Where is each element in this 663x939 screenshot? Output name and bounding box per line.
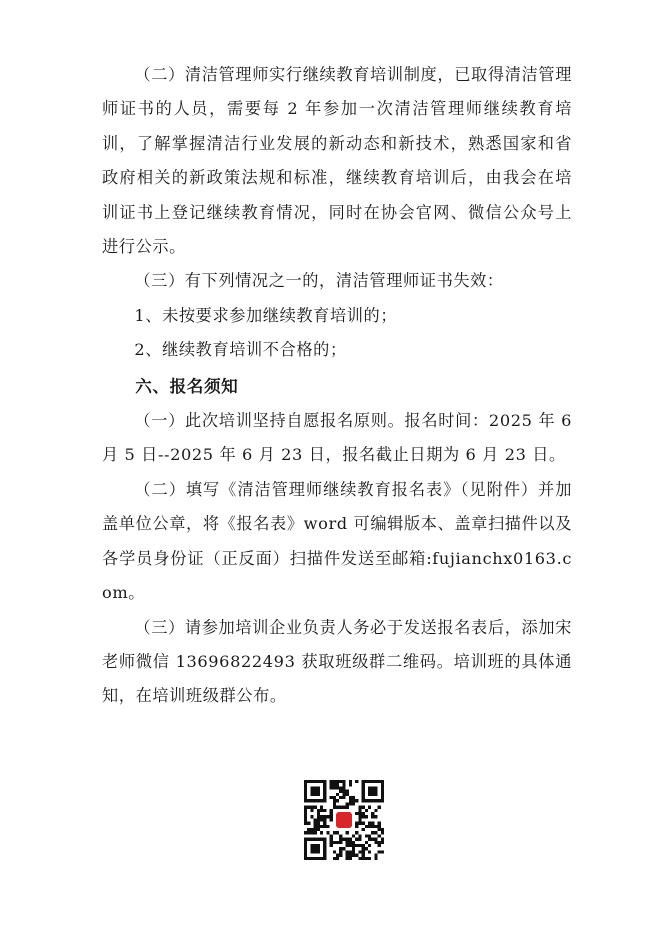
qr-code-image [304,780,384,860]
list-item-condition-1: 1、未按要求参加继续教育培训的； [134,305,398,325]
document-body [102,58,572,714]
paragraph-registration-form: （二）填写《清洁管理师继续教育报名表》（见附件）并加盖单位公章，将《报名表》word 可编辑版本、盖章扫描件以及各学员身份证（正反面）扫描件发送至邮箱:fujianchx0163.com。 [102,479,572,603]
paragraph-certificate-invalid-conditions: （三）有下列情况之一的，清洁管理师证书失效： [134,271,504,291]
paragraph-registration-time: （一）此次培训坚持自愿报名原则。报名时间：2025 年 6 月 5 日--2025 年 6 月 23 日，报名截止日期为 6 月 23 日。 [102,411,572,465]
wechat-qr-code [304,780,384,860]
section-heading-registration: 六、报名须知 [135,376,239,396]
qr-center-logo [336,812,352,828]
paragraph-wechat-contact: （三）请参加培训企业负责人务必于发送报名表后，添加宋老师微信 13696822493 获取班级群二维码。培训班的具体通知，在培训班级群公布。 [102,617,572,706]
list-item-condition-2: 2、继续教育培训不合格的； [134,340,347,360]
paragraph-continuing-education: （二）清洁管理师实行继续教育培训制度，已取得清洁管理师证书的人员，需要每 2 年参加一次清洁管理师继续教育培训，了解掌握清洁行业发展的新动态和新技术，熟悉国家和省政府相关的新政策法规和标准，继续教育培训后，由我会在培训证书上登记继续教育情况，同时在协会官网、微信公众号上进行公示。 [102,65,572,257]
